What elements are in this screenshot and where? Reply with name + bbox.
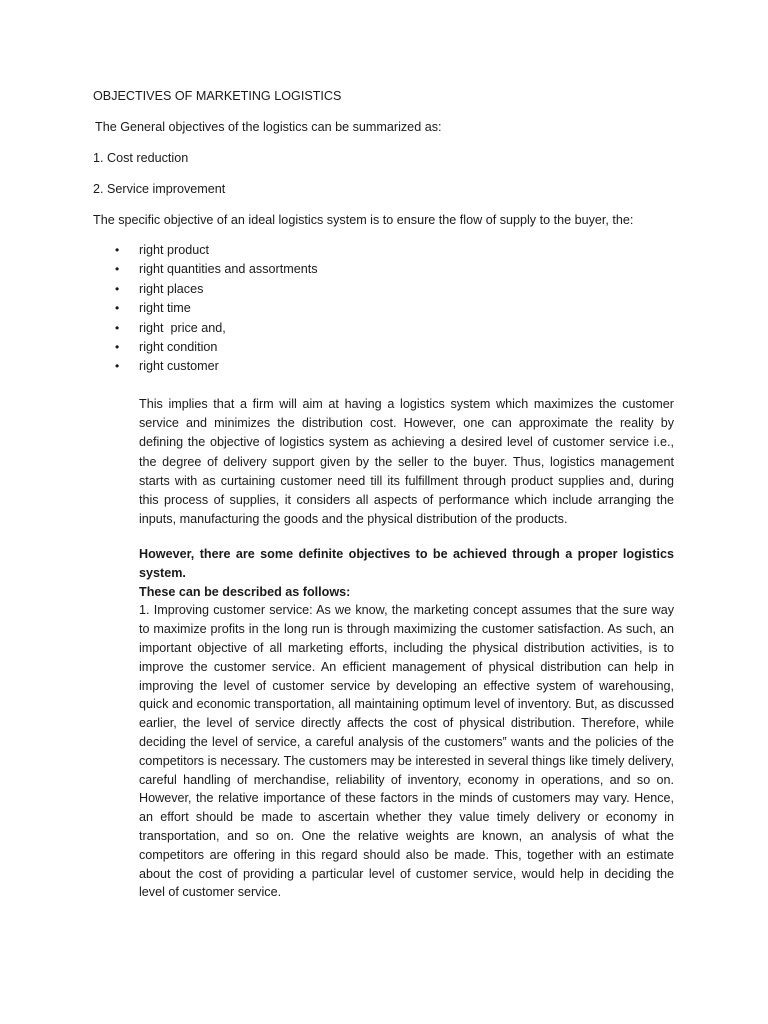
objectives-section [139, 545, 674, 902]
bullet-text: right customer [139, 359, 219, 374]
bullet-text: right price and, [139, 320, 226, 335]
general-objective-1: 1. Cost reduction [93, 151, 189, 165]
list-item [0, 281, 400, 300]
bold-heading-definite-objectives: However, there are some definite objectives to be achieved through a proper logistics system. [139, 547, 674, 580]
bullet-icon: • [115, 320, 120, 335]
bullet-icon: • [115, 359, 120, 374]
bullet-text: right quantities and assortments [139, 262, 318, 277]
bullet-icon: • [115, 301, 120, 316]
specific-objective-intro: The specific objective of an ideal logistics system is to ensure the flow of supply to the buyer, the: [93, 213, 634, 227]
list-item [0, 320, 400, 339]
list-item [0, 242, 400, 261]
bullet-icon: • [115, 262, 120, 277]
paragraph-implications: This implies that a firm will aim at having a logistics system which maximizes the customer service and minimizes the distribution cost. However, one can approximate the reality by defining the objective of logistics system as achieving a desired level of customer service i.e., the degree of delivery support given by the seller to the buyer. Thus, logistics management starts with as curtaining customer need till its fulfillment through product supplies and, during this process of supplies, it considers all aspects of performance which include arranging the inputs, manufacturing the goods and the physical distribution of the products. [139, 397, 674, 527]
bullet-text: right condition [139, 340, 218, 354]
list-item [0, 339, 400, 358]
bullet-icon: • [115, 243, 120, 257]
intro-text: The General objectives of the logistics can be summarized as: [95, 120, 442, 134]
bullet-text: right time [139, 301, 191, 316]
general-objective-2: 2. Service improvement [93, 182, 226, 196]
list-item [0, 300, 400, 319]
paragraph-improving-customer-service: 1. Improving customer service: As we know, the marketing concept assumes that the sure way to maximize profits in the long run is through maximizing the customer satisfaction. As such, an important objective of all marketing efforts, including the physical distribution activities, is to improve the customer service. An efficient management of physical distribution can help in improving the level of customer service by developing an effective system of warehousing, quick and economic transportation, all maintaining optimum level of inventory. But, as discussed earlier, the level of service directly affects the cost of physical distribution. Therefore, while deciding the level of service, a careful analysis of the customers‟ wants and the policies of the competitors is necessary. The customers may be interested in several things like timely delivery, careful handling of merchandise, reliability of inventory, economy in operations, and so on. However, the relative importance of these factors in the minds of customers may vary. Hence, an effort should be made to ascertain whether they value timely delivery or economy in transportation, and so on. One the relative weights are known, an analysis of what the competitors are offering in this regard should also be made. This, together with an estimate about the cost of providing a particular level of customer service, would help in deciding the level of customer service. [139, 603, 674, 900]
document-title: OBJECTIVES OF MARKETING LOGISTICS [93, 89, 342, 103]
list-item [0, 358, 400, 377]
bullet-icon: • [115, 340, 120, 354]
bullet-text: right places [139, 281, 204, 296]
bullet-text: right product [139, 243, 210, 257]
bullet-icon: • [115, 281, 120, 296]
bold-heading-described-as-follows: These can be described as follows: [139, 584, 351, 599]
list-item [0, 261, 400, 280]
